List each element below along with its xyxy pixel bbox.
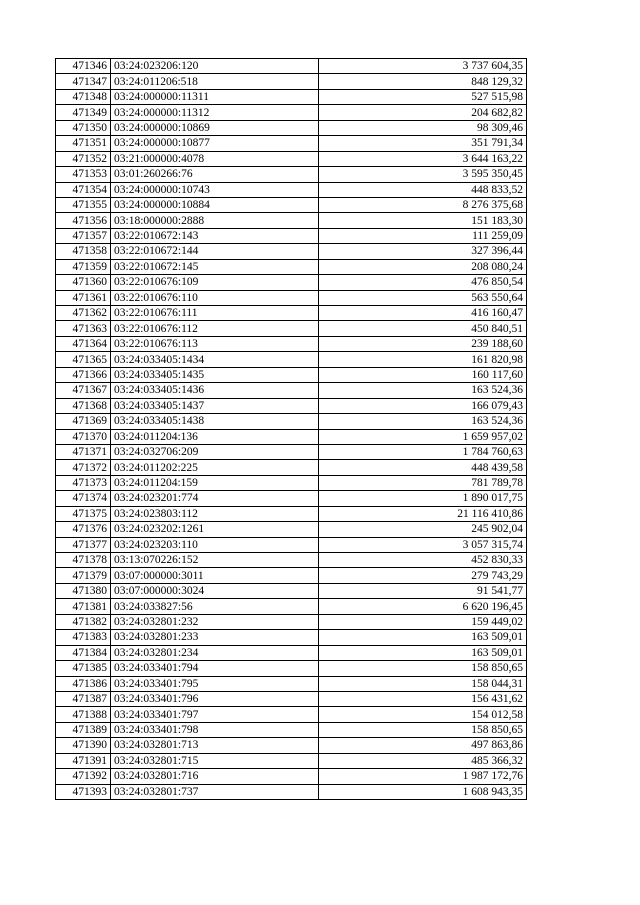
cadastral-value-cell: 239 188,60 [319, 336, 527, 351]
table-row [56, 398, 527, 413]
row-id-cell: 471361 [56, 290, 111, 305]
table-row [56, 213, 527, 228]
table-row [56, 120, 527, 135]
table-row [56, 707, 527, 722]
cadastral-value-cell: 8 276 375,68 [319, 197, 527, 212]
row-id-cell: 471355 [56, 197, 111, 212]
cadastral-value-cell: 3 595 350,45 [319, 167, 527, 182]
cadastral-number-cell: 03:24:032801:232 [111, 614, 319, 629]
cadastral-number-cell: 03:21:000000:4078 [111, 151, 319, 166]
cadastral-value-cell: 245 902,04 [319, 522, 527, 537]
row-id-cell: 471359 [56, 259, 111, 274]
cadastral-number-cell: 03:13:070226:152 [111, 553, 319, 568]
row-id-cell: 471362 [56, 306, 111, 321]
row-id-cell: 471393 [56, 784, 111, 799]
cadastral-number-cell: 03:24:023203:110 [111, 537, 319, 552]
cadastral-number-cell: 03:07:000000:3024 [111, 583, 319, 598]
table-row [56, 306, 527, 321]
table-row [56, 429, 527, 444]
row-id-cell: 471391 [56, 753, 111, 768]
cadastral-number-cell: 03:22:010676:110 [111, 290, 319, 305]
table-row [56, 244, 527, 259]
cadastral-number-cell: 03:24:023206:120 [111, 59, 319, 74]
cadastral-value-cell: 1 659 957,02 [319, 429, 527, 444]
table-row [56, 722, 527, 737]
cadastral-value-cell: 160 117,60 [319, 367, 527, 382]
table-row [56, 506, 527, 521]
row-id-cell: 471386 [56, 676, 111, 691]
cadastral-value-cell: 485 366,32 [319, 753, 527, 768]
table-row [56, 614, 527, 629]
cadastral-value-cell: 3 644 163,22 [319, 151, 527, 166]
cadastral-number-cell: 03:24:023803:112 [111, 506, 319, 521]
table-row [56, 259, 527, 274]
cadastral-number-cell: 03:24:033401:797 [111, 707, 319, 722]
cadastral-value-cell: 448 833,52 [319, 182, 527, 197]
cadastral-number-cell: 03:24:032801:716 [111, 769, 319, 784]
table-row [56, 553, 527, 568]
cadastral-number-cell: 03:24:023201:774 [111, 491, 319, 506]
cadastral-number-cell: 03:24:000000:10869 [111, 120, 319, 135]
row-id-cell: 471363 [56, 321, 111, 336]
cadastral-value-cell: 476 850,54 [319, 275, 527, 290]
table-row [56, 89, 527, 104]
cadastral-number-cell: 03:24:033405:1434 [111, 352, 319, 367]
cadastral-value-cell: 158 850,65 [319, 661, 527, 676]
table-body [56, 59, 527, 800]
cadastral-value-cell: 497 863,86 [319, 738, 527, 753]
cadastral-value-cell: 781 789,78 [319, 475, 527, 490]
row-id-cell: 471384 [56, 645, 111, 660]
row-id-cell: 471377 [56, 537, 111, 552]
cadastral-number-cell: 03:24:000000:10877 [111, 136, 319, 151]
table-row [56, 367, 527, 382]
table-row [56, 151, 527, 166]
cadastral-value-cell: 161 820,98 [319, 352, 527, 367]
cadastral-number-cell: 03:24:000000:10743 [111, 182, 319, 197]
row-id-cell: 471368 [56, 398, 111, 413]
cadastral-value-cell: 563 550,64 [319, 290, 527, 305]
cadastral-value-cell: 416 160,47 [319, 306, 527, 321]
row-id-cell: 471353 [56, 167, 111, 182]
cadastral-value-cell: 351 791,34 [319, 136, 527, 151]
table-row [56, 460, 527, 475]
cadastral-value-cell: 111 259,09 [319, 228, 527, 243]
table-row [56, 784, 527, 799]
cadastral-number-cell: 03:22:010676:112 [111, 321, 319, 336]
row-id-cell: 471379 [56, 568, 111, 583]
cadastral-number-cell: 03:24:000000:11312 [111, 105, 319, 120]
table-row [56, 336, 527, 351]
row-id-cell: 471346 [56, 59, 111, 74]
table-row [56, 475, 527, 490]
cadastral-number-cell: 03:24:033405:1437 [111, 398, 319, 413]
cadastral-number-cell: 03:24:032801:737 [111, 784, 319, 799]
cadastral-number-cell: 03:07:000000:3011 [111, 568, 319, 583]
cadastral-number-cell: 03:24:011202:225 [111, 460, 319, 475]
row-id-cell: 471376 [56, 522, 111, 537]
cadastral-value-cell: 448 439,58 [319, 460, 527, 475]
cadastral-number-cell: 03:24:033401:798 [111, 722, 319, 737]
table-row [56, 167, 527, 182]
row-id-cell: 471372 [56, 460, 111, 475]
table-row [56, 414, 527, 429]
row-id-cell: 471364 [56, 336, 111, 351]
cadastral-value-cell: 327 396,44 [319, 244, 527, 259]
row-id-cell: 471370 [56, 429, 111, 444]
row-id-cell: 471357 [56, 228, 111, 243]
row-id-cell: 471367 [56, 383, 111, 398]
table-row [56, 59, 527, 74]
cadastral-value-cell: 151 183,30 [319, 213, 527, 228]
cadastral-number-cell: 03:24:032801:233 [111, 630, 319, 645]
row-id-cell: 471354 [56, 182, 111, 197]
cadastral-value-cell: 1 608 943,35 [319, 784, 527, 799]
row-id-cell: 471349 [56, 105, 111, 120]
cadastral-value-cell: 156 431,62 [319, 691, 527, 706]
cadastral-number-cell: 03:24:033405:1436 [111, 383, 319, 398]
table-row [56, 105, 527, 120]
table-row [56, 753, 527, 768]
row-id-cell: 471351 [56, 136, 111, 151]
row-id-cell: 471371 [56, 444, 111, 459]
cadastral-value-cell: 1 987 172,76 [319, 769, 527, 784]
row-id-cell: 471356 [56, 213, 111, 228]
cadastral-number-cell: 03:24:000000:11311 [111, 89, 319, 104]
cadastral-number-cell: 03:24:032801:715 [111, 753, 319, 768]
cadastral-value-cell: 159 449,02 [319, 614, 527, 629]
cadastral-number-cell: 03:22:010676:111 [111, 306, 319, 321]
cadastral-number-cell: 03:24:032801:713 [111, 738, 319, 753]
row-id-cell: 471347 [56, 74, 111, 89]
cadastral-value-cell: 158 044,31 [319, 676, 527, 691]
table-row [56, 197, 527, 212]
cadastral-number-cell: 03:24:011204:136 [111, 429, 319, 444]
cadastral-value-table [55, 58, 527, 800]
cadastral-value-cell: 6 620 196,45 [319, 599, 527, 614]
table-row [56, 645, 527, 660]
table-row [56, 568, 527, 583]
row-id-cell: 471380 [56, 583, 111, 598]
row-id-cell: 471374 [56, 491, 111, 506]
table-row [56, 676, 527, 691]
cadastral-number-cell: 03:24:033401:796 [111, 691, 319, 706]
row-id-cell: 471382 [56, 614, 111, 629]
cadastral-number-cell: 03:24:032706:209 [111, 444, 319, 459]
row-id-cell: 471388 [56, 707, 111, 722]
cadastral-value-cell: 163 524,36 [319, 414, 527, 429]
table-row [56, 661, 527, 676]
row-id-cell: 471390 [56, 738, 111, 753]
cadastral-value-cell: 163 509,01 [319, 645, 527, 660]
table-row [56, 769, 527, 784]
table-row [56, 444, 527, 459]
cadastral-number-cell: 03:24:033405:1435 [111, 367, 319, 382]
table-row [56, 583, 527, 598]
cadastral-value-cell: 154 012,58 [319, 707, 527, 722]
row-id-cell: 471375 [56, 506, 111, 521]
table-row [56, 491, 527, 506]
cadastral-number-cell: 03:18:000000:2888 [111, 213, 319, 228]
table-row [56, 228, 527, 243]
table-row [56, 738, 527, 753]
cadastral-number-cell: 03:22:010676:109 [111, 275, 319, 290]
row-id-cell: 471360 [56, 275, 111, 290]
table-row [56, 136, 527, 151]
row-id-cell: 471378 [56, 553, 111, 568]
cadastral-number-cell: 03:01:260266:76 [111, 167, 319, 182]
cadastral-value-cell: 450 840,51 [319, 321, 527, 336]
table-row [56, 275, 527, 290]
table-row [56, 522, 527, 537]
cadastral-value-cell: 3 737 604,35 [319, 59, 527, 74]
cadastral-value-cell: 848 129,32 [319, 74, 527, 89]
cadastral-value-cell: 1 890 017,75 [319, 491, 527, 506]
row-id-cell: 471365 [56, 352, 111, 367]
row-id-cell: 471352 [56, 151, 111, 166]
table-row [56, 74, 527, 89]
table-row [56, 599, 527, 614]
row-id-cell: 471348 [56, 89, 111, 104]
cadastral-value-cell: 158 850,65 [319, 722, 527, 737]
table-row [56, 691, 527, 706]
table-row [56, 537, 527, 552]
cadastral-number-cell: 03:24:033405:1438 [111, 414, 319, 429]
cadastral-value-cell: 166 079,43 [319, 398, 527, 413]
cadastral-value-cell: 163 509,01 [319, 630, 527, 645]
row-id-cell: 471381 [56, 599, 111, 614]
table-row [56, 383, 527, 398]
cadastral-number-cell: 03:22:010672:145 [111, 259, 319, 274]
cadastral-number-cell: 03:24:033401:795 [111, 676, 319, 691]
row-id-cell: 471366 [56, 367, 111, 382]
cadastral-number-cell: 03:24:000000:10884 [111, 197, 319, 212]
row-id-cell: 471389 [56, 722, 111, 737]
row-id-cell: 471358 [56, 244, 111, 259]
cadastral-value-cell: 163 524,36 [319, 383, 527, 398]
cadastral-value-cell: 279 743,29 [319, 568, 527, 583]
cadastral-number-cell: 03:22:010676:113 [111, 336, 319, 351]
table-row [56, 352, 527, 367]
cadastral-number-cell: 03:24:032801:234 [111, 645, 319, 660]
cadastral-value-cell: 21 116 410,86 [319, 506, 527, 521]
cadastral-value-cell: 3 057 315,74 [319, 537, 527, 552]
table-row [56, 630, 527, 645]
table-row [56, 321, 527, 336]
cadastral-number-cell: 03:24:011204:159 [111, 475, 319, 490]
row-id-cell: 471350 [56, 120, 111, 135]
row-id-cell: 471392 [56, 769, 111, 784]
table-row [56, 290, 527, 305]
cadastral-value-cell: 208 080,24 [319, 259, 527, 274]
row-id-cell: 471383 [56, 630, 111, 645]
cadastral-number-cell: 03:24:033827:56 [111, 599, 319, 614]
cadastral-number-cell: 03:22:010672:143 [111, 228, 319, 243]
cadastral-value-cell: 452 830,33 [319, 553, 527, 568]
row-id-cell: 471373 [56, 475, 111, 490]
cadastral-number-cell: 03:22:010672:144 [111, 244, 319, 259]
cadastral-number-cell: 03:24:011206:518 [111, 74, 319, 89]
cadastral-number-cell: 03:24:033401:794 [111, 661, 319, 676]
row-id-cell: 471385 [56, 661, 111, 676]
cadastral-number-cell: 03:24:023202:1261 [111, 522, 319, 537]
cadastral-value-cell: 204 682,82 [319, 105, 527, 120]
cadastral-value-cell: 98 309,46 [319, 120, 527, 135]
row-id-cell: 471387 [56, 691, 111, 706]
cadastral-value-cell: 527 515,98 [319, 89, 527, 104]
table-row [56, 182, 527, 197]
cadastral-value-cell: 1 784 760,63 [319, 444, 527, 459]
row-id-cell: 471369 [56, 414, 111, 429]
cadastral-value-cell: 91 541,77 [319, 583, 527, 598]
